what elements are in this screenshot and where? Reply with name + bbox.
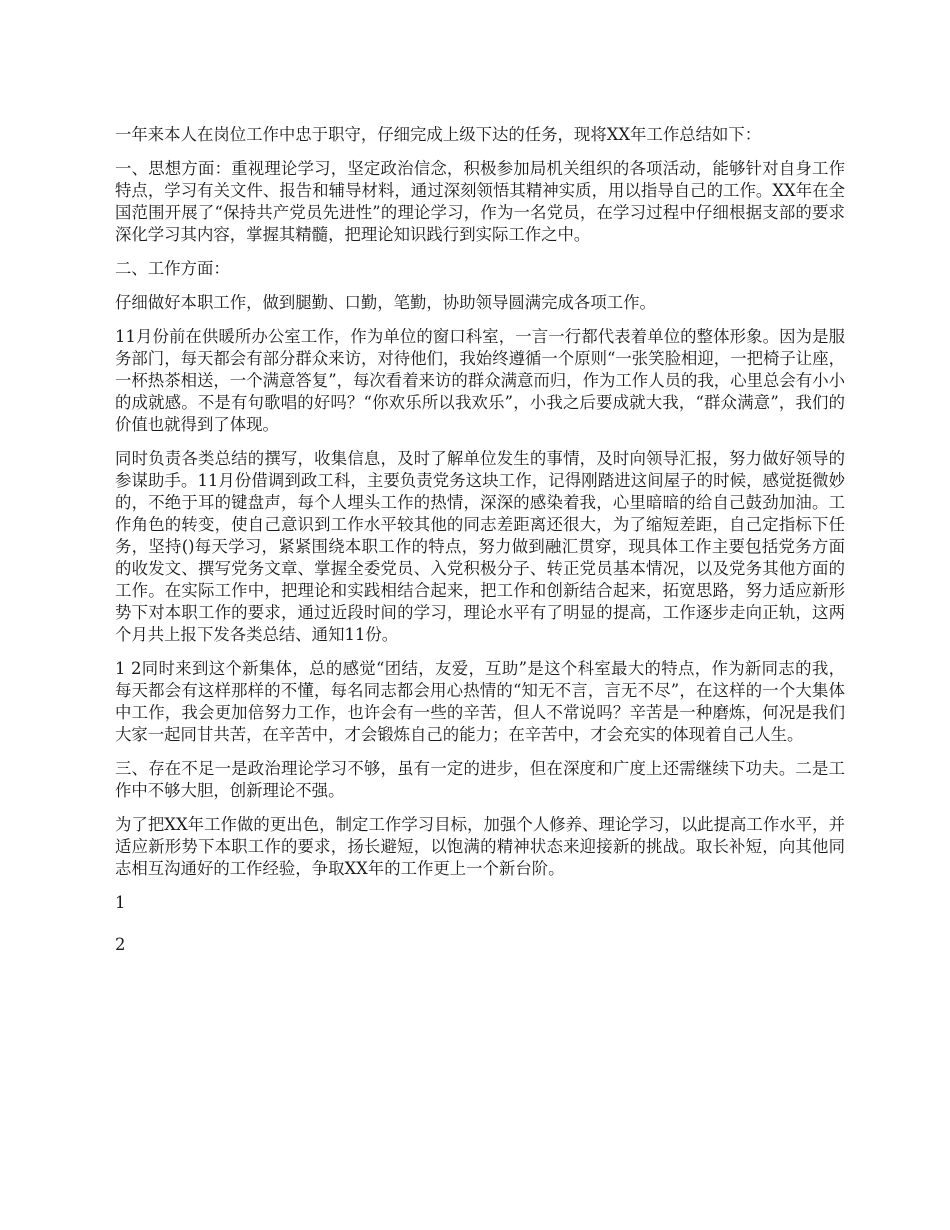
paragraph-office-work: 11月份前在供暖所办公室工作，作为单位的窗口科室，一言一行都代表着单位的整体形象。因为是服务部门，每天都会有部分群众来访，对待他们，我始终遵循一个原则“一张笑脸相迎，一把椅子让座，一杯热茶相送，一个满意答复”，每次看着来访的群众满意而归，作为工作人员的我，心里总会有小小的成就感。不是有句歌唱的好吗？“你欢乐所以我欢乐”，小我之后要成就大我，“群众满意”，我们的价值也就得到了体现。 [115,327,845,434]
section-heading-work: 二、工作方面： [115,259,230,278]
paragraph-duties: 仔细做好本职工作，做到腿勤、口勤，笔勤，协助领导圆满完成各项工作。 [115,293,656,312]
paragraph-goals: 为了把XX年工作做的更出色，制定工作学习目标，加强个人修养、理论学习，以此提高工作水平，并适应新形势下本职工作的要求，扬长避短，以饱满的精神状态来迎接新的挑战。取长补短，向其他同志相互沟通好的工作经验，争取XX年的工作更上一个新台阶。 [115,815,845,878]
page-number-1: 1 [115,893,126,912]
document-body [115,124,845,968]
paragraph-party-work: 同时负责各类总结的撰写，收集信息，及时了解单位发生的事情，及时向领导汇报，努力做好领导的参谋助手。11月份借调到政工科，主要负责党务这块工作，记得刚踏进这间屋子的时候，感觉挺微妙的，不绝于耳的键盘声，每个人埋头工作的热情，深深的感染着我，心里暗暗的给自己鼓劲加油。工作角色的转变，使自己意识到工作水平较其他的同志差距离还很大，为了缩短差距，自己定指标下任务，坚持()每天学习，紧紧围绕本职工作的特点，努力做到融汇贯穿，现具体工作主要包括党务方面的收发文、撰写党务文章、掌握全委党员、入党积极分子、转正党员基本情况，以及党务其他方面的工作。在实际工作中，把理论和实践相结合起来，把工作和创新结合起来，拓宽思路，努力适应新形势下对本职工作的要求，通过近段时间的学习，理论水平有了明显的提高，工作逐步走向正轨，这两个月共上报下发各类总结、通知11份。 [115,449,845,644]
page-number-2: 2 [115,935,126,954]
paragraph-new-team: 1 2同时来到这个新集体，总的感觉“团结，友爱，互助”是这个科室最大的特点，作为新同志的我，每天都会有这样那样的不懂，每名同志都会用心热情的“知无不言，言无不尽”，在这样的一个大集体中工作，我会更加倍努力工作，也许会有一些的辛苦，但人不常说吗？辛苦是一种磨炼，何况是我们大家一起同甘共苦，在辛苦中，才会锻炼自己的能力；在辛苦中，才会充实的体现着自己人生。 [115,659,845,744]
paragraph-shortcomings: 三、存在不足一是政治理论学习不够，虽有一定的进步，但在深度和广度上还需继续下功夫。二是工作中不够大胆，创新理论不强。 [115,759,845,800]
paragraph-ideology: 一、思想方面：重视理论学习，坚定政治信念，积极参加局机关组织的各项活动，能够针对自身工作特点，学习有关文件、报告和辅导材料，通过深刻领悟其精神实质，用以指导自己的工作。XX年在全国范围开展了“保持共产党员先进性”的理论学习，作为一名党员，在学习过程中仔细根据支部的要求深化学习其内容，掌握其精髓，把理论知识践行到实际工作之中。 [115,159,845,244]
paragraph-intro: 一年来本人在岗位工作中忠于职守，仔细完成上级下达的任务，现将XX年工作总结如下： [115,125,762,144]
